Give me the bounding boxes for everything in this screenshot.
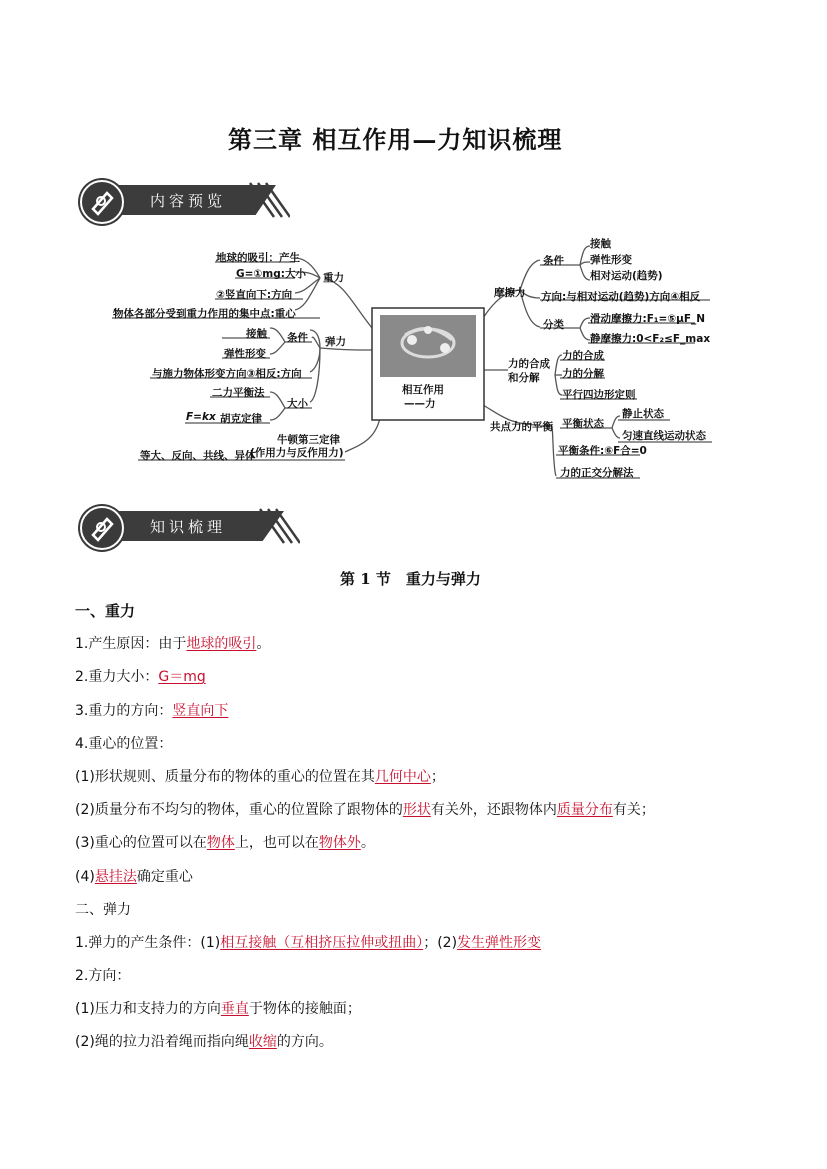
content-line [75,701,765,734]
scroll-icon [81,507,123,549]
content-line [75,933,765,966]
compose-item-2: 力的分解 [562,368,604,380]
friction-condition-label: 条件 [543,255,564,267]
text-fragment: (1)形状规则、质量分布的物体的重心的位置在其 [75,768,375,785]
text-fragment: 一、重力 [75,602,136,620]
friction-cond-3: 相对运动(趋势) [590,270,663,282]
friction-label: 摩擦力 [494,287,526,299]
friction-class-label: 分类 [543,319,564,331]
content-line [75,867,765,900]
text-fragment: (4) [75,868,95,885]
answer-text: 质量分布 [556,802,613,819]
answer-text: G＝mg [158,669,206,686]
content-line [75,800,765,833]
answer-text: 竖直向下 [172,702,229,719]
compose-item-1: 力的合成 [562,350,604,362]
preview-banner [80,180,290,222]
elastic-size-1: 二力平衡法 [212,387,265,399]
gravity-item-3: ②竖直向下:方向 [216,289,293,301]
answer-text: 悬挂法 [94,868,137,885]
answer-text: 垂直 [220,1001,249,1018]
answer-text: 形状 [402,802,431,819]
content-line [75,1032,765,1065]
friction-class-2: 静摩擦力:0<F₂≤F_max [590,333,711,345]
mindmap-lines [0,230,827,490]
text-fragment: 2.重力大小： [75,669,159,686]
elastic-cond-1: 接触 [246,328,267,340]
elastic-direction: 与施力物体形变方向③相反:方向 [152,368,302,380]
scroll-icon [81,181,123,223]
review-banner [80,506,300,548]
text-fragment: 2.方向： [75,968,131,985]
answer-text: 物体外 [318,835,361,852]
compose-label1: 力的合成 [508,358,550,370]
text-fragment: 于物体的接触面； [248,1001,361,1018]
answer-text: 收缩 [248,1034,277,1051]
answer-text: 几何中心 [374,768,431,785]
text-fragment: 有关外，还跟物体内 [430,802,557,819]
newton3-desc: 等大、反向、共线、异体 [140,450,256,462]
balance-state-2: 匀速直线运动状态 [622,430,706,442]
center-line1: 相互作用 [402,384,444,396]
answer-text: 物体 [206,835,235,852]
text-fragment: 的方向。 [276,1034,333,1051]
elastic-cond-2: 弹性形变 [224,348,266,360]
page-title: 第三章 相互作用—力知识梳理 [228,125,563,154]
hooke-formula: F=kx [186,411,216,423]
text-fragment: (3)重心的位置可以在 [75,835,207,852]
text-fragment: 。 [360,835,375,852]
elastic-size-2: 胡克定律 [220,413,262,425]
content-line [75,999,765,1032]
gravity-item-4: 物体各部分受到重力作用的集中点:重心 [113,308,296,320]
newton3-line2: (作用力与反作用力) [250,447,344,459]
balance-label: 共点力的平衡 [490,421,553,433]
text-fragment: (1)压力和支持力的方向 [75,1001,221,1018]
friction-direction: 方向:与相对运动(趋势)方向④相反 [541,291,701,303]
text-fragment: 1.弹力的产生条件：(1) [75,934,221,951]
balance-condition: 平衡条件:⑥F合=0 [558,445,647,457]
content-line [75,833,765,866]
content-body [75,601,765,1066]
content-line [75,667,765,700]
review-banner-label: 知识梳理 [150,518,227,536]
balance-state-label: 平衡状态 [562,418,604,430]
elastic-condition-label: 条件 [287,332,308,344]
elastic-size-label: 大小 [287,398,308,410]
text-fragment: ； [430,768,445,785]
balance-method: 力的正交分解法 [560,467,634,479]
text-fragment: 。 [256,636,271,653]
gravity-item-2: G=①mg:大小 [236,268,306,280]
preview-banner-label: 内容预览 [150,192,227,210]
content-line [75,734,765,767]
friction-class-1: 滑动摩擦力:F₁=⑤μF_N [590,313,706,325]
compose-label2: 和分解 [508,372,540,384]
text-fragment: 上，也可以在 [234,835,319,852]
section-title: 第 1 节 重力与弹力 [340,570,481,588]
text-fragment: (2)质量分布不均匀的物体，重心的位置除了跟物体的 [75,802,403,819]
friction-cond-1: 接触 [590,238,611,250]
center-line2: ——力 [404,398,436,410]
answer-text: 发生弹性形变 [457,934,542,951]
content-line [75,966,765,999]
content-line [75,900,765,933]
text-fragment: 二、弹力 [75,901,131,918]
newton3-line1: 牛顿第三定律 [277,434,340,446]
text-fragment: 1.产生原因：由于 [75,636,187,653]
answer-text: 相互接触（互相挤压拉伸或扭曲） [220,934,424,951]
text-fragment: 有关； [612,802,655,819]
text-fragment: 确定重心 [136,868,193,885]
gravity-label: 重力 [323,272,344,284]
elastic-label: 弹力 [325,336,346,348]
text-fragment: ；(2) [423,934,458,951]
text-fragment: 4.重心的位置： [75,735,173,752]
content-line [75,767,765,800]
balance-state-1: 静止状态 [622,408,664,420]
mindmap [0,230,827,490]
text-fragment: (2)绳的拉力沿着绳而指向绳 [75,1034,249,1051]
gravity-item-1: 地球的吸引：产生 [216,252,300,264]
content-line [75,634,765,667]
compose-item-3: 平行四边形定则 [562,389,636,401]
answer-text: 地球的吸引 [186,636,257,653]
friction-cond-2: 弹性形变 [590,254,632,266]
text-fragment: 3.重力的方向： [75,702,173,719]
section-heading [75,601,765,634]
